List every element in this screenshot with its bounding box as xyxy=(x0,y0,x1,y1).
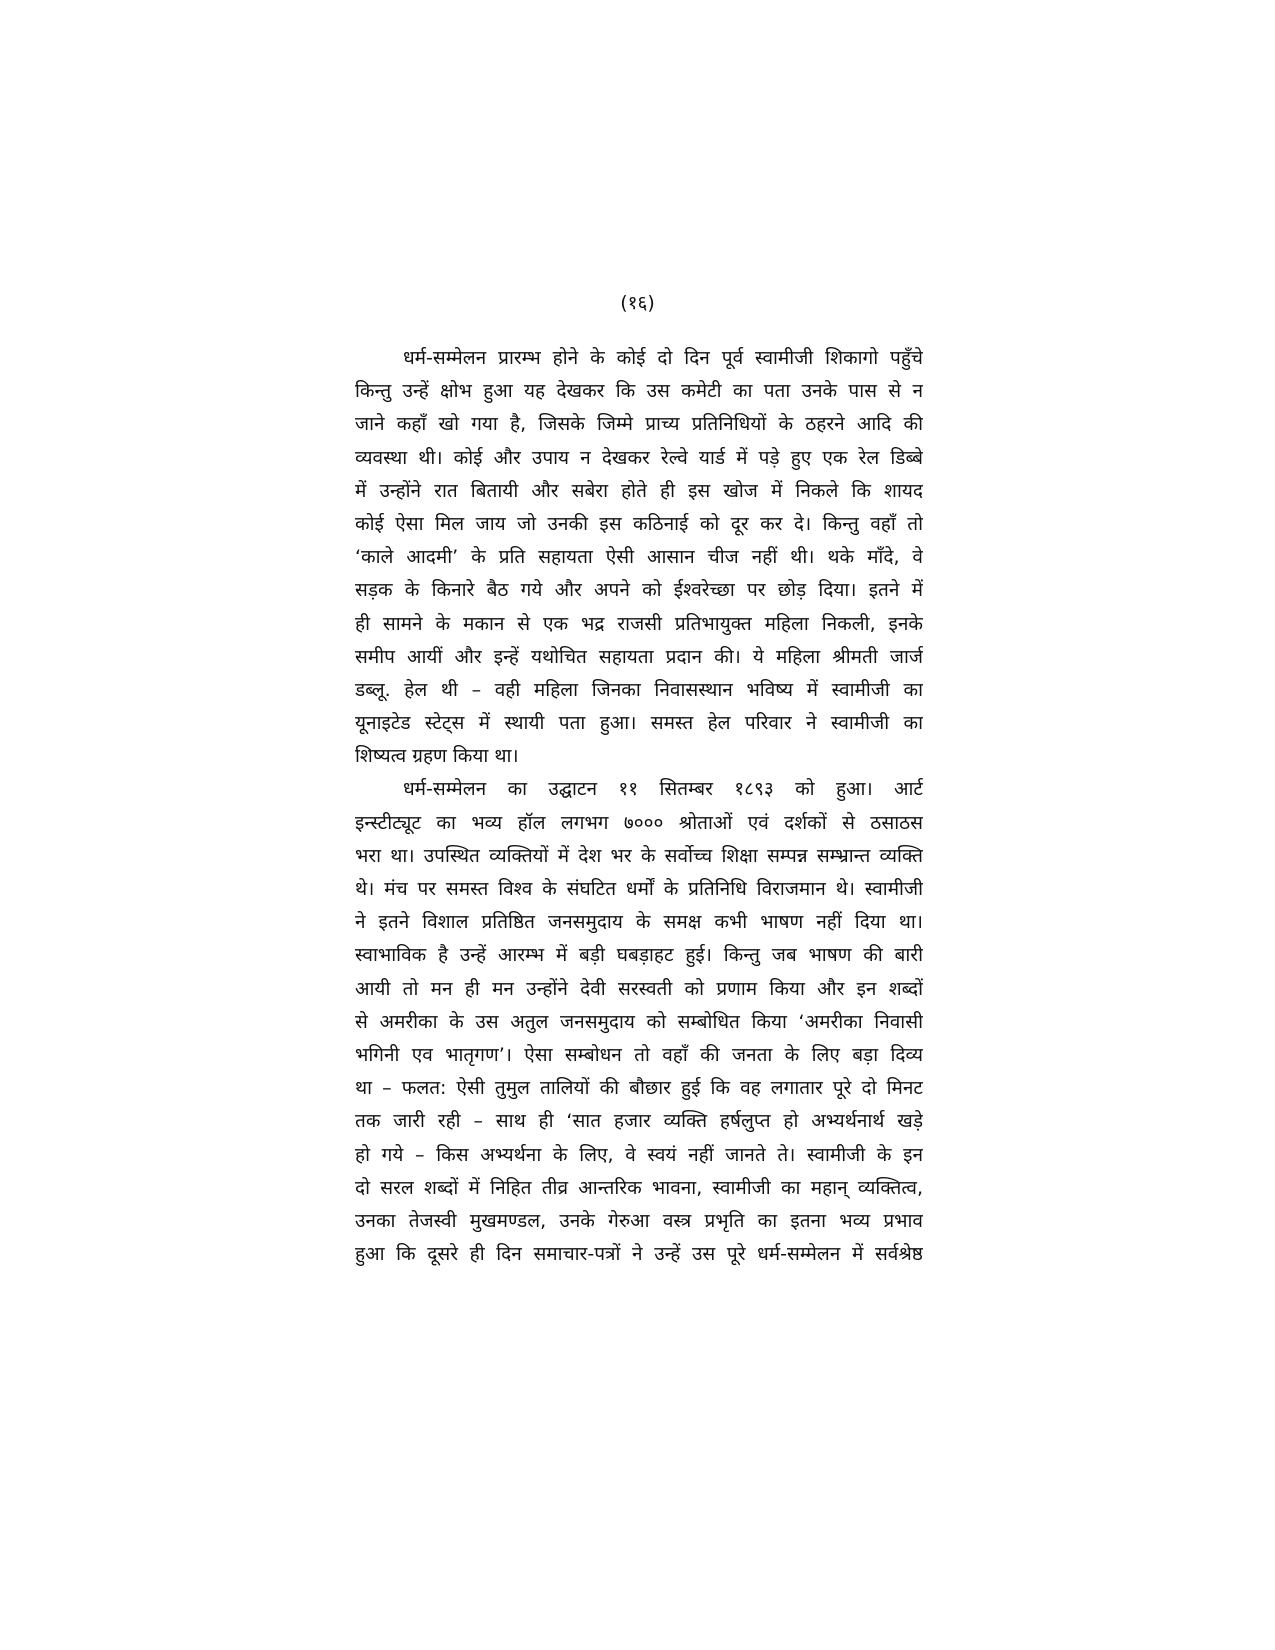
text-line: शिष्यत्व ग्रहण किया था। xyxy=(355,745,519,768)
text-line: था – फलत: ऐसी तुमुल तालियों की बौछार हुई कि वह लगातार पूरे दो मिनट xyxy=(355,1077,923,1100)
text-line: समीप आयीं और इन्हें यथोचित सहायता प्रदान की। ये महिला श्रीमती जार्ज xyxy=(355,645,923,668)
text-line: हुआ कि दूसरे ही दिन समाचार-पत्रों ने उन्हें उस पूरे धर्म-सम्मेलन में सर्वश्रेष्ठ xyxy=(355,1243,923,1266)
text-line: सड़क के किनारे बैठ गये और अपने को ईश्वरेच्छा पर छोड़ दिया। इतने में xyxy=(355,579,923,602)
text-line: दो सरल शब्दों में निहित तीव्र आन्तरिक भावना, स्वामीजी का महान् व्यक्तित्व, xyxy=(355,1176,923,1199)
text-line: थे। मंच पर समस्त विश्व के संघटित धर्मों के प्रतिनिधि विराजमान थे। स्वामीजी xyxy=(355,878,923,900)
body-text xyxy=(355,342,923,1271)
text-line: स्वाभाविक है उन्हें आरम्भ में बड़ी घबड़ाहट हुई। किन्तु जब भाषण की बारी xyxy=(355,944,923,967)
text-line: तक जारी रही – साथ ही ‘सात हजार व्यक्ति हर्षलुप्त हो अभ्यर्थनार्थ खड़े xyxy=(355,1110,923,1133)
text-line: हो गये – किस अभ्यर्थना के लिए, वे स्वयं नहीं जानते ते। स्वामीजी के इन xyxy=(355,1143,923,1166)
text-line: जाने कहाँ खो गया है, जिसके जिम्मे प्राच्य प्रतिनिधियों के ठहरने आदि की xyxy=(355,413,923,436)
text-line: ने इतने विशाल प्रतिष्ठित जनसमुदाय के समक्ष कभी भाषण नहीं दिया था। xyxy=(355,911,923,934)
page-number: (१६) xyxy=(620,292,655,314)
text-line: यूनाइटेड स्टेट्स में स्थायी पता हुआ। समस्त हेल परिवार ने स्वामीजी का xyxy=(355,712,923,735)
text-line: भरा था। उपस्थित व्यक्तियों में देश भर के सर्वोच्च शिक्षा सम्पन्न सम्भ्रान्त व्यक्ति xyxy=(355,844,923,867)
text-line: डब्लू. हेल थी – वही महिला जिनका निवासस्थान भविष्य में स्वामीजी का xyxy=(355,678,923,701)
text-line: धर्म-सम्मेलन का उद्घाटन ११ सितम्बर १८९३ को हुआ। आर्ट xyxy=(403,778,923,801)
text-line: उनका तेजस्वी मुखमण्डल, उनके गेरुआ वस्त्र प्रभृति का इतना भव्य प्रभाव xyxy=(355,1209,923,1232)
text-line: व्यवस्था थी। कोई और उपाय न देखकर रेल्वे यार्ड में पड़े हुए एक रेल डिब्बे xyxy=(355,446,923,469)
paragraph-2 xyxy=(355,773,923,1271)
text-line: धर्म-सम्मेलन प्रारम्भ होने के कोई दो दिन पूर्व स्वामीजी शिकागो पहुँचे xyxy=(403,347,923,369)
text-line: में उन्होंने रात बितायी और सबेरा होते ही इस खोज में निकले कि शायद xyxy=(355,479,923,502)
text-line: इन्स्टीट्यूट का भव्य हॉल लगभग ७००० श्रोताओं एवं दर्शकों से ठसाठस xyxy=(355,811,923,834)
text-line: भगिनी एव भातृगण’। ऐसा सम्बोधन तो वहाँ की जनता के लिए बड़ा दिव्य xyxy=(355,1043,923,1066)
text-line: ‘काले आदमी’ के प्रति सहायता ऐसी आसान चीज नहीं थी। थके माँदे, वे xyxy=(355,546,923,569)
text-line: किन्तु उन्हें क्षोभ हुआ यह देखकर कि उस कमेटी का पता उनके पास से न xyxy=(355,380,923,403)
text-line: से अमरीका के उस अतुल जनसमुदाय को सम्बोधित किया ‘अमरीका निवासी xyxy=(355,1010,923,1033)
text-line: आयी तो मन ही मन उन्होंने देवी सरस्वती को प्रणाम किया और इन शब्दों xyxy=(355,977,923,1000)
paragraph-1 xyxy=(355,342,923,773)
text-line: कोई ऐसा मिल जाय जो उनकी इस कठिनाई को दूर कर दे। किन्तु वहाँ तो xyxy=(355,512,923,535)
text-line: ही सामने के मकान से एक भद्र राजसी प्रतिभायुक्त महिला निकली, इनके xyxy=(355,612,923,635)
